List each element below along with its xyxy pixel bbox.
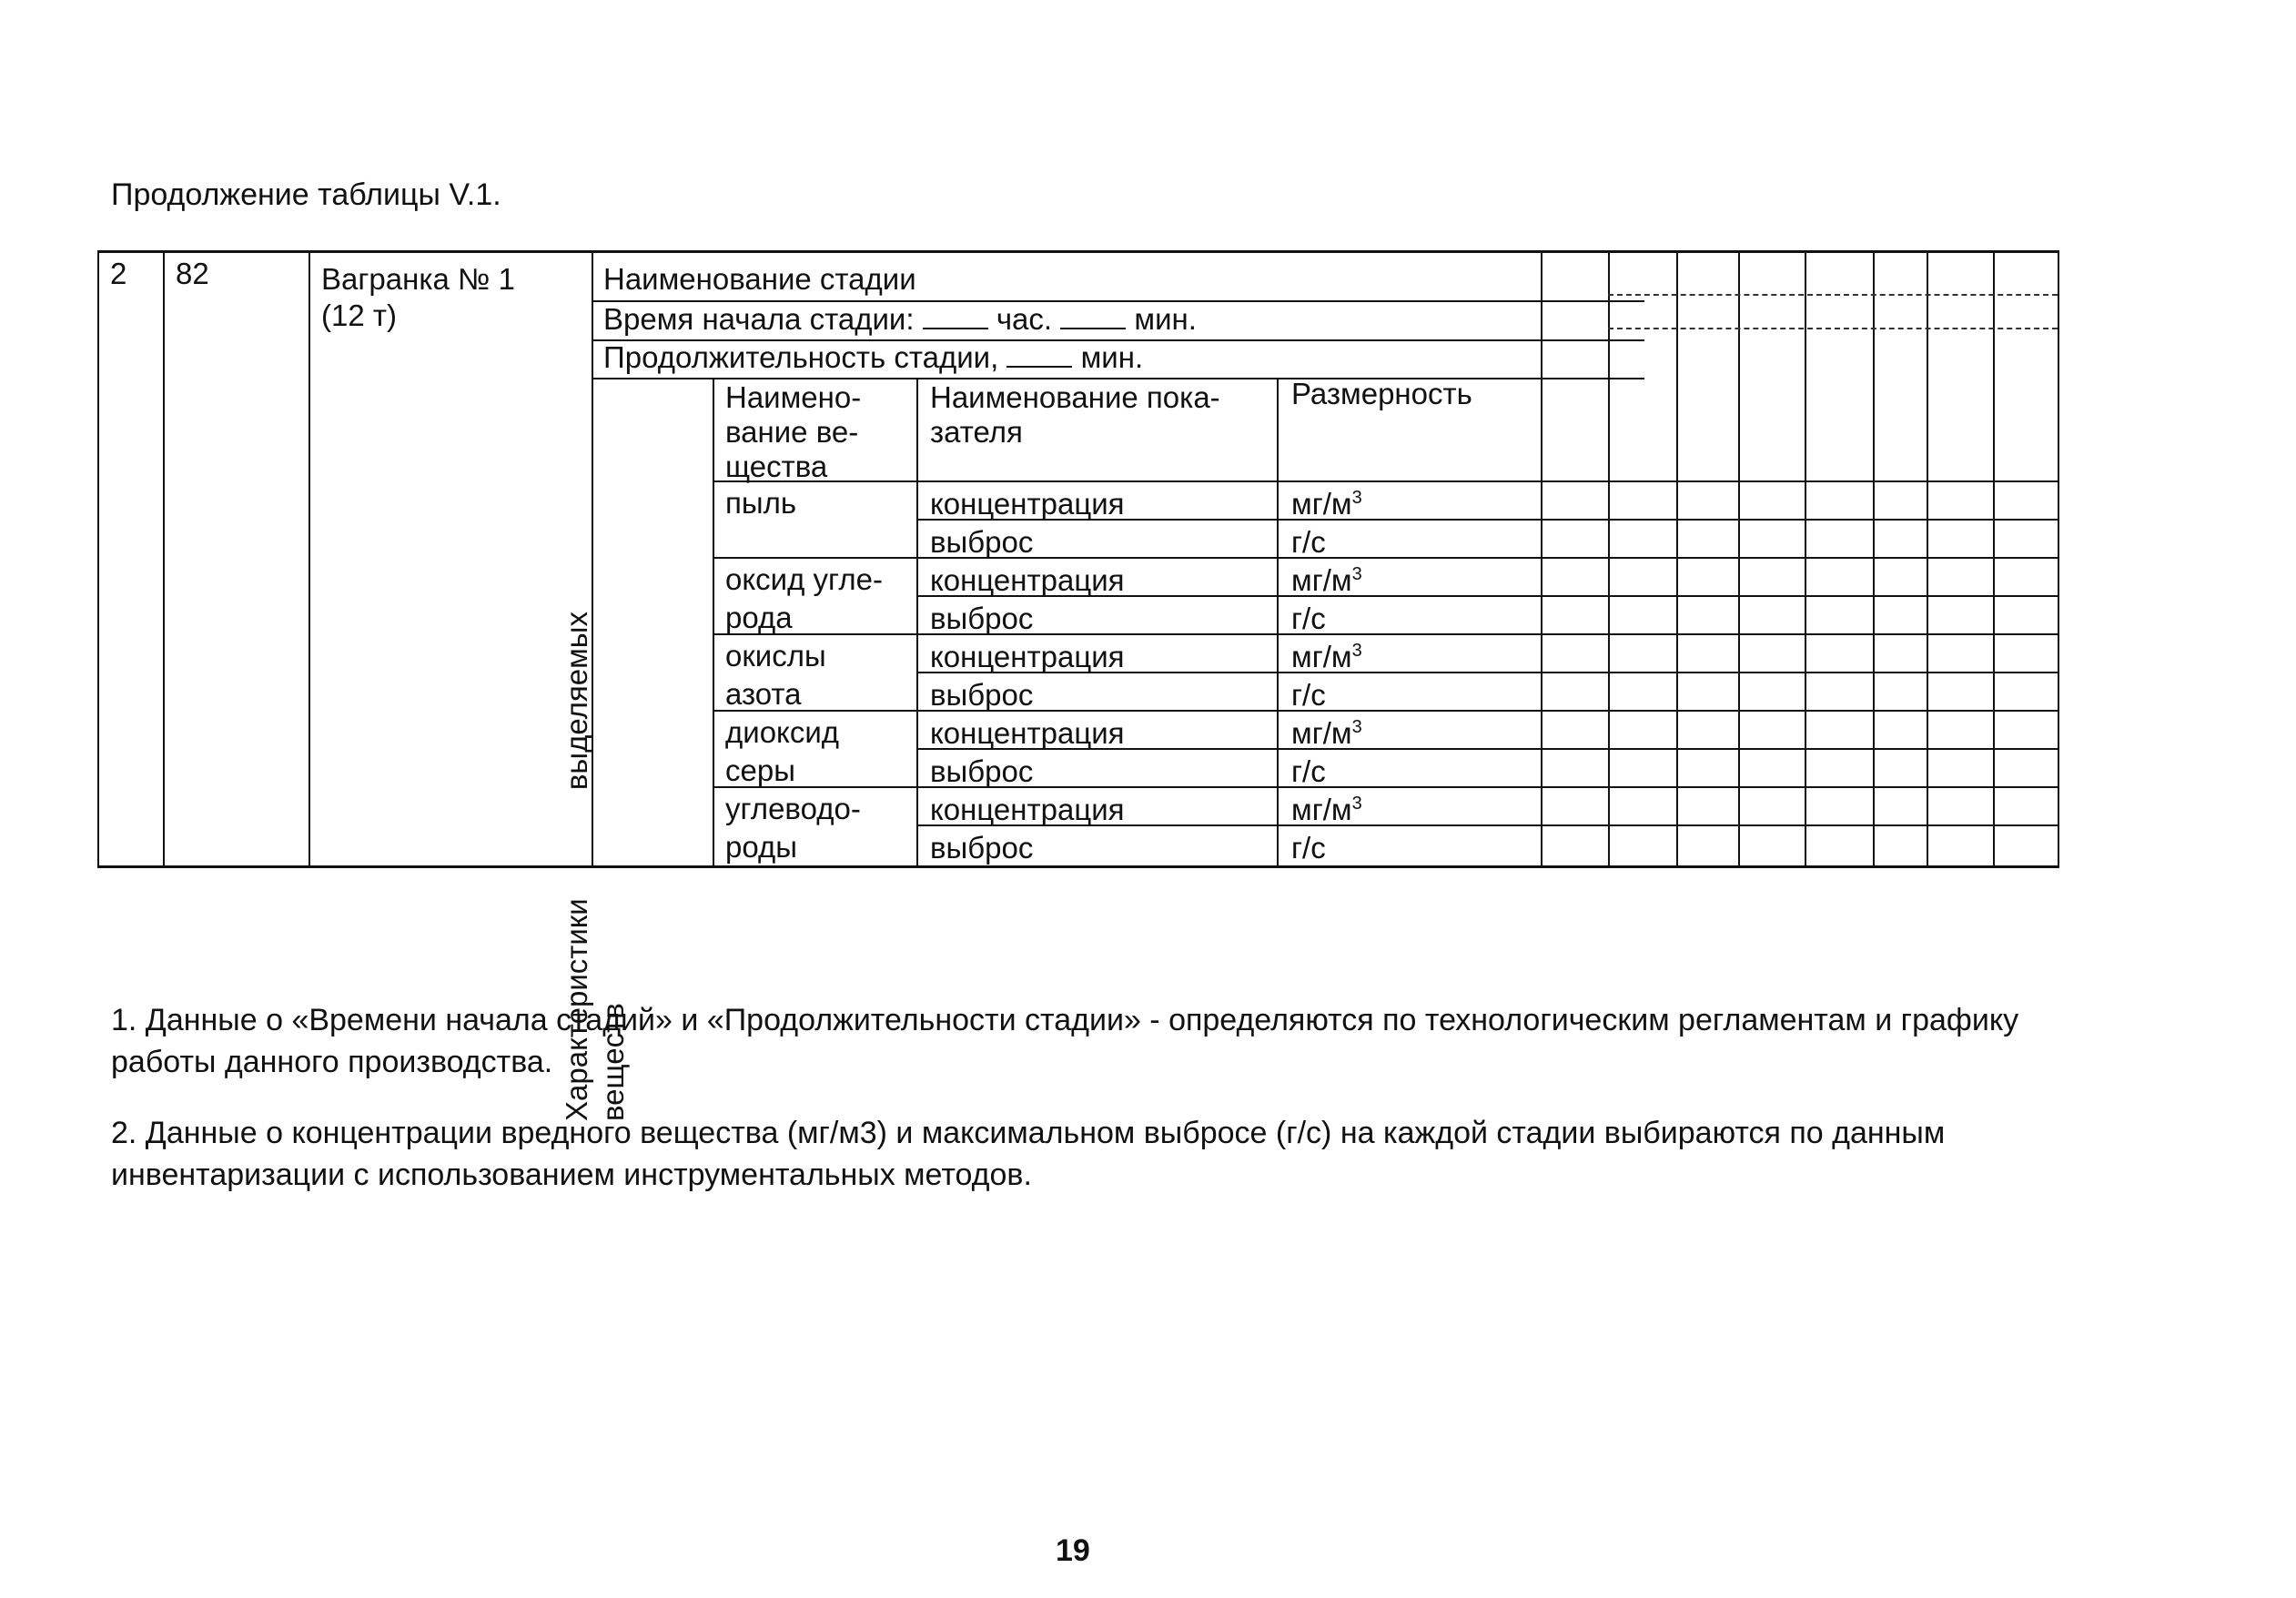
- indicator-concentration: концентрация: [930, 716, 1125, 750]
- stage-name-label: Наименование стадии: [603, 262, 916, 296]
- duration-unit: мин.: [1080, 340, 1144, 374]
- stage-duration-row: [603, 340, 1143, 375]
- table-border-left: [97, 253, 99, 865]
- unit-emission: г/с: [1291, 754, 1326, 788]
- indicator-concentration: концентрация: [930, 487, 1125, 521]
- stage-start-row: [603, 302, 1197, 337]
- grid-col: [1541, 253, 1542, 865]
- note-1: 1. Данные о «Времени начала стадий» и «Продолжительности стадии» - определяются по технологическим регламентам и графику работы данного производства.: [111, 1003, 2019, 1079]
- header-unit: Размерность: [1291, 377, 1472, 410]
- grid-col: [1805, 253, 1806, 865]
- grid-col: [1873, 253, 1875, 865]
- unit-emission: г/с: [1291, 831, 1326, 865]
- table-border-right: [2058, 253, 2059, 865]
- indicator-concentration: концентрация: [930, 640, 1125, 673]
- note-2: 2. Данные о концентрации вредного вещества (мг/м3) и максимальном выбросе (г/с) на каждой стадии выбираются по данным инвентаризации с использованием инструментальных методов.: [111, 1116, 1946, 1192]
- substance-so2: диоксид серы: [725, 715, 840, 787]
- hour-blank: [923, 304, 988, 329]
- indicator-emission: выброс: [930, 525, 1034, 559]
- grid-col: [1927, 253, 1928, 865]
- page-number: 19: [1056, 1533, 1090, 1568]
- substance-nox: окислы азота: [725, 639, 826, 711]
- substance-co: оксид угле- рода: [725, 562, 883, 634]
- table-caption: Продолжение таблицы V.1.: [111, 177, 501, 212]
- group-label-line: веществ: [596, 1003, 630, 1121]
- grid-row: [1277, 748, 2058, 750]
- substance-hydrocarbons: углеводо- роды: [725, 792, 861, 864]
- unit-concentration: $мг/м^3$: [1291, 793, 1362, 826]
- grid-row: [1277, 633, 2058, 635]
- duration-blank: [1006, 342, 1072, 368]
- indicator-concentration: концентрация: [930, 563, 1125, 597]
- grid-row: [1277, 786, 2058, 788]
- source-code: 82: [176, 257, 209, 290]
- stage-start-label: Время начала стадии:: [603, 302, 915, 336]
- header-indicator: Наименование пока- зателя: [930, 380, 1220, 449]
- indicator-emission: выброс: [930, 602, 1034, 635]
- grid-row: [1277, 519, 2058, 521]
- indicator-emission: выброс: [930, 678, 1034, 712]
- minute-unit: мин.: [1134, 302, 1197, 336]
- grid-row: [1277, 595, 2058, 597]
- indicator-emission: выброс: [930, 831, 1034, 865]
- unit-concentration: $мг/м^3$: [1291, 487, 1362, 521]
- unit-concentration: $мг/м^3$: [1291, 563, 1362, 597]
- grid-col: [1993, 253, 1995, 865]
- grid-col: [1676, 253, 1678, 865]
- grid-row: [1608, 294, 2058, 296]
- stage-duration-label: Продолжительность стадии,: [603, 340, 999, 374]
- unit-emission: г/с: [1291, 678, 1326, 712]
- row-line: [592, 378, 1644, 379]
- grid-row: [1277, 824, 2058, 826]
- source-name: Вагранка № 1: [321, 262, 515, 296]
- source-capacity: (12 т): [321, 298, 397, 332]
- minute-blank: [1060, 304, 1126, 329]
- col-sep: [163, 253, 165, 865]
- header-substance: Наимено- вание ве- щества: [725, 380, 862, 483]
- hour-unit: час.: [996, 302, 1053, 336]
- unit-emission: г/с: [1291, 525, 1326, 559]
- indicator-emission: выброс: [930, 754, 1034, 788]
- grid-col: [1608, 253, 1610, 865]
- grid-row: [1277, 557, 2058, 559]
- grid-row: [1277, 710, 2058, 712]
- group-label-line: Характеристики выделяемых: [560, 612, 593, 1121]
- col-sep: [713, 378, 714, 865]
- grid-row: [1277, 672, 2058, 673]
- unit-concentration: $мг/м^3$: [1291, 716, 1362, 750]
- col-sep: [916, 378, 918, 865]
- grid-row: [1277, 480, 2058, 482]
- col-sep: [308, 253, 310, 865]
- unit-emission: г/с: [1291, 602, 1326, 635]
- grid-row: [1608, 328, 2058, 329]
- col-sep: [1277, 378, 1279, 865]
- row-number: 2: [110, 257, 127, 290]
- unit-concentration: $мг/м^3$: [1291, 640, 1362, 673]
- indicator-concentration: концентрация: [930, 793, 1125, 826]
- substance-dust: пыль: [725, 486, 797, 520]
- grid-col: [1738, 253, 1740, 865]
